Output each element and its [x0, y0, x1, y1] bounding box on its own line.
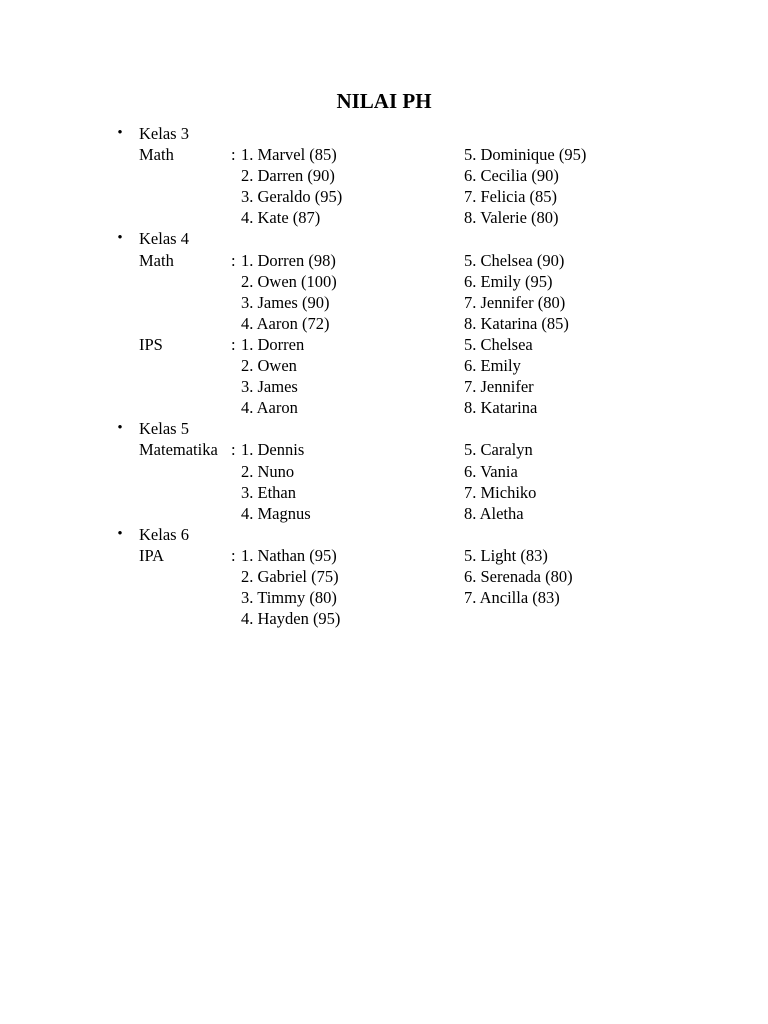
document-body [111, 123, 711, 629]
student-entry: 5. Dominique (95) [464, 145, 587, 165]
kelas-row [111, 418, 711, 439]
student-row [111, 397, 711, 418]
student-entry: 6. Cecilia (90) [464, 166, 559, 186]
student-row [111, 566, 711, 587]
subject-label: IPA [139, 545, 165, 565]
student-entry: 7. Michiko [464, 482, 537, 502]
colon-separator: : [231, 440, 236, 460]
student-row [111, 355, 711, 376]
kelas-row [111, 123, 711, 144]
student-entry: 4. Aaron (72) [241, 313, 330, 333]
student-entry: 7. Felicia (85) [464, 187, 558, 207]
student-entry: 7. Ancilla (83) [464, 588, 560, 608]
colon-separator: : [231, 145, 236, 165]
student-row [111, 608, 711, 629]
student-entry: 8. Aletha [464, 503, 524, 523]
student-entry: 1. Dorren [241, 334, 305, 354]
subject-label: IPS [139, 334, 163, 354]
student-entry: 3. Ethan [241, 482, 296, 502]
student-entry: 3. James (90) [241, 292, 330, 312]
subject-label: Matematika [139, 440, 218, 460]
student-row [111, 334, 711, 355]
colon-separator: : [231, 545, 236, 565]
student-row [111, 503, 711, 524]
kelas-label: Kelas 4 [139, 229, 189, 249]
bullet-icon: • [117, 230, 123, 247]
student-entry: 2. Owen (100) [241, 271, 337, 291]
kelas-row [111, 524, 711, 545]
student-entry: 7. Jennifer (80) [464, 292, 566, 312]
student-entry: 3. Geraldo (95) [241, 187, 343, 207]
kelas-label: Kelas 6 [139, 524, 189, 544]
student-entry: 7. Jennifer [464, 377, 534, 397]
student-entry: 5. Light (83) [464, 545, 548, 565]
student-row [111, 292, 711, 313]
colon-separator: : [231, 250, 236, 270]
student-entry: 2. Gabriel (75) [241, 566, 339, 586]
student-row [111, 271, 711, 292]
student-entry: 2. Darren (90) [241, 166, 335, 186]
student-entry: 1. Nathan (95) [241, 545, 337, 565]
student-entry: 6. Vania [464, 461, 518, 481]
student-entry: 4. Aaron [241, 398, 298, 418]
student-entry: 5. Caralyn [464, 440, 533, 460]
kelas-label: Kelas 5 [139, 419, 189, 439]
student-row [111, 376, 711, 397]
student-row [111, 186, 711, 207]
student-row [111, 545, 711, 566]
student-entry: 4. Kate (87) [241, 208, 321, 228]
student-entry: 1. Dorren (98) [241, 250, 336, 270]
kelas-row [111, 228, 711, 249]
student-entry: 8. Katarina [464, 398, 538, 418]
colon-separator: : [231, 334, 236, 354]
student-entry: 6. Serenada (80) [464, 566, 573, 586]
student-row [111, 165, 711, 186]
document-title: NILAI PH [336, 89, 432, 113]
student-row [111, 207, 711, 228]
bullet-icon: • [117, 420, 123, 437]
student-entry: 1. Dennis [241, 440, 305, 460]
student-row [111, 587, 711, 608]
student-entry: 5. Chelsea [464, 334, 533, 354]
student-entry: 2. Nuno [241, 461, 295, 481]
student-entry: 6. Emily (95) [464, 271, 553, 291]
student-entry: 8. Katarina (85) [464, 313, 569, 333]
student-row [111, 439, 711, 460]
student-entry: 3. James [241, 377, 298, 397]
student-row [111, 313, 711, 334]
student-row [111, 461, 711, 482]
student-entry: 2. Owen [241, 356, 297, 376]
student-entry: 4. Hayden (95) [241, 609, 341, 629]
kelas-label: Kelas 3 [139, 124, 189, 143]
student-entry: 5. Chelsea (90) [464, 250, 565, 270]
student-entry: 3. Timmy (80) [241, 588, 337, 608]
student-entry: 8. Valerie (80) [464, 208, 559, 228]
bullet-icon: • [117, 125, 123, 141]
student-entry: 6. Emily [464, 356, 521, 376]
student-row [111, 144, 711, 165]
student-row [111, 482, 711, 503]
bullet-icon: • [117, 525, 123, 542]
subject-label: Math [139, 145, 174, 165]
student-row [111, 250, 711, 271]
student-entry: 1. Marvel (85) [241, 145, 337, 165]
subject-label: Math [139, 250, 174, 270]
student-entry: 4. Magnus [241, 503, 311, 523]
